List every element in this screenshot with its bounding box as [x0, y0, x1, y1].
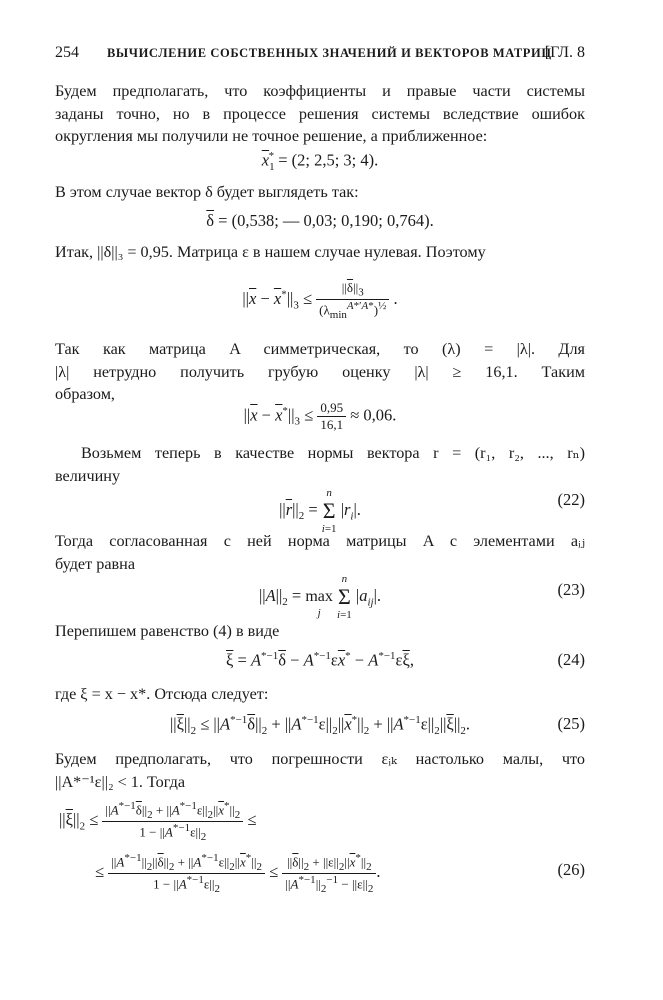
- fraction: [317, 400, 346, 433]
- text-line: Будем предполагать, что коэффициенты и правые части системы: [55, 82, 585, 100]
- equation-23: $||A||_2$ = max j n Σ i=1 $|a_{ij}|$. (23): [258, 573, 585, 621]
- equation-number: (26): [557, 860, 585, 879]
- text-line: В этом случае вектор δ будет выглядеть так:: [55, 183, 359, 201]
- text-line: Будем предполагать, что погрешности εᵢₖ настолько малы, что: [55, 750, 585, 768]
- paragraph-symmetric: [55, 338, 585, 406]
- fraction-denominator: 16,1: [320, 417, 344, 432]
- text-line: образом,: [55, 385, 115, 403]
- paragraph-intro: [55, 80, 585, 148]
- paragraph-small-errors: [55, 748, 585, 793]
- book-page: 254 ВЫЧИСЛЕНИЕ СОБСТВЕННЫХ ЗНАЧЕНИЙ И ВЕКТОРОВ МАТРИЦ [ГЛ. 8 Будем предполагать, что коэффициенты и правые части системы заданы точно, но в процессе решения системы вследствие ошибок округления мы получили не точное решение, а приближенное: $\overline{x}_1^* = (2$; 2,5; 3; 4). В этом случае вектор δ будет выглядеть так: $\overline{\delta} = (0,538$; — 0,03; 0,190; 0,764). Итак, ||δ||₃ = 0,95. Матрица ε в нашем случае нулевая. Поэтому $||\overline{x} - \overline{x}^*||_3$ ≤ $\frac{||\overline{\delta}||_3}{(\lambda_{min}^{A*'A*})^{\frac{1}{2}}}$ . Так как матрица A симметрическая, то (λ) = |λ|. Для |λ| нетрудно получить грубую оценку |λ| ≥ 16,1. Таким образом, $||\overline{x} - \overline{x}^*||_3$ ≤ $\frac{0,95}{16,1}$ ≈ 0,06. Возьмем теперь в качестве нормы вектора r = (r₁, r₂, ..., rₙ) величину $||\overline{r}||_2 = n$ Σ i=1 $|r_i|$. (22) Тогда согласованная с ней норма матрицы A с элементами aᵢⱼ будет равна $||A||_2$ = max j n Σ i=1 $|a_{ij}|$. (23) Перепишем равенство (4) в виде $\overline{\xi} = A^{*-1}\overline{\delta} - A^{*-1}\varepsilon\overline{x}^* - A^{*-1}\varepsilon\overline{\xi}$, (24) где ξ = x − x*. Отсюда следует: $||\overline{\xi}||_2 \le ||A^{*-1}\overline{\delta}||_2 + ||A^{*-1}\varepsilon||_2||\overline{x}^*||_2 + ||A^{*-1}\varepsilon||_2||\overline{\xi}||_2$. (25) Будем предполагать, что погрешности εᵢₖ настолько малы, что ||A*⁻¹ε||₂ < 1. Тогда $||\overline{\xi}||_2$ ≤ $\frac{||A^{*-1}\overline{\delta}||_2 + ||A^{*-1}\varepsilon||_2||\overline{x}^*||_2}{1 - ||A^{*-1}\varepsilon||_2}$ ≤ ≤ $\frac{||A^{*-1}||_2||\overline{\delta}||_2 + ||A^{*-1}\varepsilon||_2||\overline{x}^*||_2}{1 - ||A^{*-1}\varepsilon||_2}$ ≤ $\frac{||\overline{\delta}||_2 + ||\varepsilon||_2||\overline{x}^*||_2}{||A^{*-1}||_2^{-1} - ||\varepsilon||_2}$ . (26): [55, 44, 585, 895]
- equation-text: = (0,538; — 0,03; 0,190; 0,764).: [218, 211, 434, 230]
- paragraph-rewrite: [55, 620, 585, 643]
- text-line: Возьмем теперь в качестве нормы вектора r = (r₁, r₂, ..., rₙ): [81, 444, 585, 462]
- equation-number: (25): [557, 714, 585, 733]
- text-line: величину: [55, 466, 121, 485]
- chapter-label: [ГЛ. 8: [544, 44, 585, 61]
- text-line: заданы точно, но в процессе решения системы вследствие ошибок: [55, 104, 585, 123]
- text-line: Тогда согласованная с ней норма матрицы A с элементами aᵢⱼ: [55, 532, 585, 550]
- text-line: будет равна: [55, 554, 136, 573]
- paragraph-where-xi: [55, 683, 585, 706]
- equation-number: (22): [557, 490, 585, 509]
- equation-number: (24): [557, 650, 585, 669]
- equation-text: = (2; 2,5; 3; 4).: [278, 150, 379, 170]
- paragraph-delta-vector: [55, 181, 585, 204]
- text-line: ||A*⁻¹ε||₂ < 1. Тогда: [55, 772, 186, 791]
- max-operator: max j: [305, 588, 333, 619]
- text-line: Перепишем равенство (4) в виде: [55, 622, 280, 640]
- page-number: 254: [55, 44, 79, 61]
- sum-symbol: n Σ i=1: [337, 573, 352, 621]
- text-line: |λ| нетрудно получить грубую оценку |λ| ≥ 16,1. Таким: [55, 362, 585, 381]
- text-line: округления мы получили не точное решение, а приближенное:: [55, 127, 488, 145]
- fraction: $\frac{||A^{*-1}||_2||\overline{\delta}||_2 + ||A^{*-1}\varepsilon||_2||\overline{x}^*||_2}{1 - ||A^{*-1}\varepsilon||_2}$: [108, 852, 265, 895]
- paragraph-norm-delta: [55, 241, 585, 264]
- equation-number: (23): [557, 580, 585, 599]
- fraction: $\frac{||A^{*-1}\overline{\delta}||_2 + ||A^{*-1}\varepsilon||_2||\overline{x}^*||_2}{1 - ||A^{*-1}\varepsilon||_2}$: [102, 800, 243, 843]
- equation-text: ≈ 0,06.: [350, 405, 397, 425]
- running-title: ВЫЧИСЛЕНИЕ СОБСТВЕННЫХ ЗНАЧЕНИЙ И ВЕКТОРОВ МАТРИЦ: [107, 46, 552, 60]
- equation-22: $||\overline{r}||_2 = n$ Σ i=1 $|r_i|$. (22): [279, 487, 585, 535]
- text-line: Итак, ||δ||₃ = 0,95. Матрица ε в нашем случае нулевая. Поэтому: [55, 243, 486, 261]
- text-line: где ξ = x − x*. Отсюда следует:: [55, 685, 269, 703]
- fraction: $\frac{||\overline{\delta}||_2 + ||\varepsilon||_2||\overline{x}^*||_2}{||A^{*-1}||_2^{-1} - ||\varepsilon||_2}$: [282, 852, 376, 895]
- text-line: Так как матрица A симметрическая, то (λ) = |λ|. Для: [55, 340, 585, 358]
- fraction-numerator: 0,95: [317, 400, 346, 417]
- fraction: $\frac{||\overline{\delta}||_3}{(\lambda_{min}^{A*'A*})^{\frac{1}{2}}}$: [316, 280, 389, 321]
- sum-symbol: n Σ i=1: [321, 487, 337, 535]
